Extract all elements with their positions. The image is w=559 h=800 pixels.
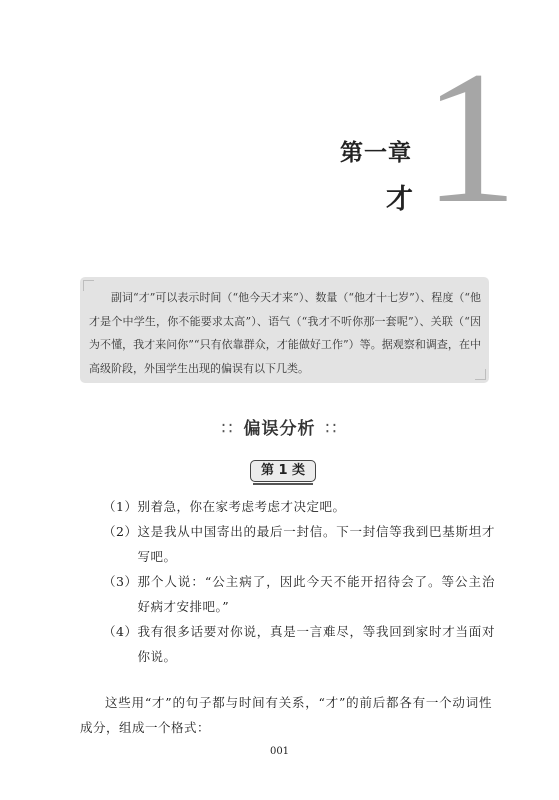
- page-number: 001: [269, 746, 290, 757]
- example-item: [103, 494, 495, 519]
- chapter-subject: 才: [386, 184, 413, 215]
- example-text: 别着急，你在家考虑考虑才决定吧。: [137, 499, 346, 514]
- example-item: [103, 569, 495, 619]
- chapter-number: 1: [423, 33, 518, 243]
- example-number: （4）: [103, 624, 138, 639]
- example-list: [103, 494, 495, 669]
- section-dots-left: ∷: [221, 419, 234, 439]
- chapter-label: 第一章: [340, 139, 412, 166]
- intro-box: [80, 277, 489, 383]
- example-text: 我有很多话要对你说，真是一言难尽，等我回到家时才当面对你说。: [137, 624, 495, 664]
- section-title: [0, 414, 559, 439]
- category-tag: 第 1 类: [250, 460, 316, 482]
- example-number: （2）: [103, 524, 138, 539]
- example-number: （1）: [103, 499, 138, 514]
- example-item: [103, 519, 495, 569]
- intro-text: 副词“才”可以表示时间（“他今天才来”）、数量（“他才十七岁”）、程度（“他才是个中学生，你不能要求太高”）、语气（“我才不听你那一套呢”）、关联（“因为不懂，我才来问你”“只有依靠群众，才能做好工作”）等。据观察和调查，在中高级阶段，外国学生出现的偏误有以下几类。: [89, 291, 481, 375]
- example-text: 这是我从中国寄出的最后一封信。下一封信等我到巴基斯坦才写吧。: [137, 524, 495, 564]
- section-title-text: 偏误分析: [243, 419, 316, 439]
- section-dots-right: ∷: [325, 419, 338, 439]
- body-paragraph: 这些用“才”的句子都与时间有关系，“才”的前后都各有一个动词性成分，组成一个格式：: [80, 694, 492, 735]
- example-item: [103, 619, 495, 669]
- example-number: （3）: [103, 574, 138, 589]
- example-text: 那个人说：“公主病了，因此今天不能开招待会了。等公主治好病才安排吧。”: [137, 574, 495, 614]
